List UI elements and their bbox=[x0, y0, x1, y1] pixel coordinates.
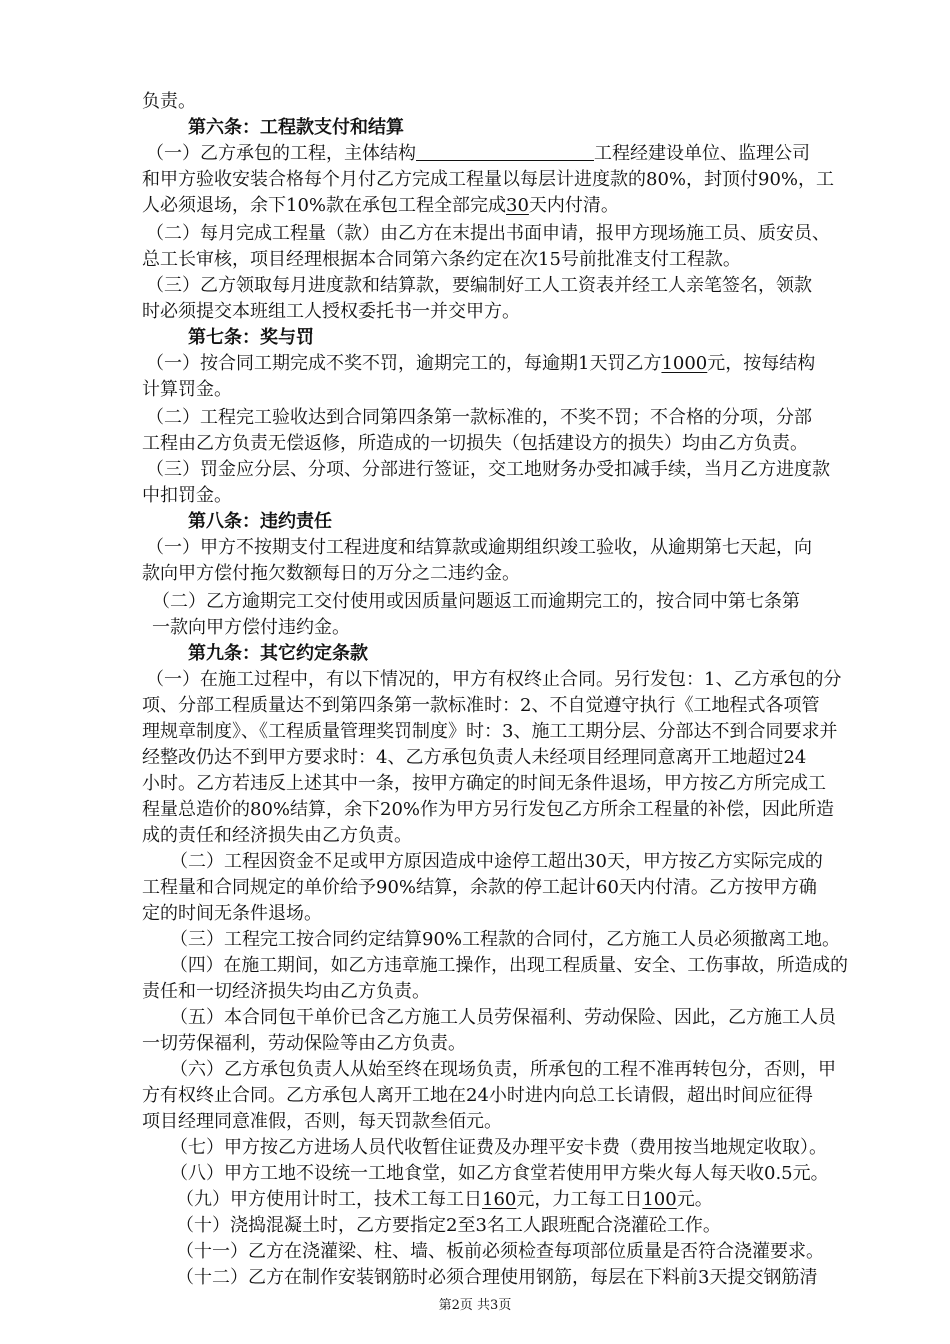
text-line: （一）甲方不按期支付工程进度和结算款或逾期组织竣工验收，从逾期第七天起，向 bbox=[146, 537, 812, 558]
text-line: 成的责任和经济损失由乙方负责。 bbox=[142, 825, 412, 846]
text-line: （二）工程完工验收达到合同第四条第一款标准的，不奖不罚；不合格的分项，分部 bbox=[146, 407, 812, 428]
text-line: 方有权终止合同。乙方承包人离开工地在24小时进内向总工长请假，超出时间应征得 bbox=[142, 1085, 813, 1106]
text-line: 工程由乙方负责无偿返修，所造成的一切损失（包括建设方的损失）均由乙方负责。 bbox=[142, 433, 808, 454]
text-line: 中扣罚金。 bbox=[142, 485, 232, 506]
text-line: （一）按合同工期完成不奖不罚，逾期完工的，每逾期1天罚乙方1000元，按每结构 bbox=[146, 353, 816, 374]
text-line: 一款向甲方偿付违约金。 bbox=[152, 617, 350, 638]
section-heading-8: 第八条：违约责任 bbox=[188, 511, 332, 532]
text-line: 经整改仍达不到甲方要求时：4、乙方承包负责人未经项目经理同意离开工地超过24 bbox=[142, 747, 807, 768]
underlined-value: 30 bbox=[506, 195, 529, 216]
text-line: （二）乙方逾期完工交付使用或因质量问题返工而逾期完工的，按合同中第七条第 bbox=[152, 591, 800, 612]
text-line: 和甲方验收安装合格每个月付乙方完成工程量以每层计进度款的80%，封顶付90%，工 bbox=[142, 169, 835, 190]
text-line: 定的时间无条件退场。 bbox=[142, 903, 322, 924]
text-line: 项、分部工程质量达不到第四条第一款标准时：2、不自觉遵守执行《工地程式各项管 bbox=[142, 695, 820, 716]
text-line: 理规章制度》、《工程质量管理奖罚制度》时：3、施工工期分层、分部达不到合同要求并 bbox=[142, 721, 838, 742]
text-line: 款向甲方偿付拖欠数额每日的万分之二违约金。 bbox=[142, 563, 520, 584]
underlined-value: 100 bbox=[642, 1189, 677, 1210]
text-line: （七）甲方按乙方进场人员代收暂住证费及办理平安卡费（费用按当地规定收取）。 bbox=[170, 1137, 827, 1158]
text-line: （二）工程因资金不足或甲方原因造成中途停工超出30天，甲方按乙方实际完成的 bbox=[170, 851, 823, 872]
text-line: 程量总造价的80%结算，余下20%作为甲方另行发包乙方所余工程量的补偿，因此所造 bbox=[142, 799, 835, 820]
page-footer: 第2页 共3页 bbox=[438, 1298, 512, 1313]
text-line: （十）浇捣混凝土时，乙方要指定2至3名工人跟班配合浇灌砼工作。 bbox=[176, 1215, 721, 1236]
text-line: 一切劳保福利，劳动保险等由乙方负责。 bbox=[142, 1033, 466, 1054]
text-line: （三）工程完工按合同约定结算90%工程款的合同付，乙方施工人员必须撤离工地。 bbox=[170, 929, 841, 950]
blank-fill-line bbox=[416, 140, 594, 161]
section-heading-6: 第六条：工程款支付和结算 bbox=[188, 117, 404, 138]
text-line: 小时。乙方若违反上述其中一条，按甲方确定的时间无条件退场，甲方按乙方所完成工 bbox=[142, 773, 826, 794]
text-line: 责任和一切经济损失均由乙方负责。 bbox=[142, 981, 430, 1002]
text-line: 工程量和合同规定的单价给予90%结算，余款的停工起计60天内付清。乙方按甲方确 bbox=[142, 877, 817, 898]
text-line: （十二）乙方在制作安装钢筋时必须合理使用钢筋，每层在下料前3天提交钢筋清 bbox=[176, 1267, 818, 1288]
text-line: （三）罚金应分层、分项、分部进行签证，交工地财务办受扣减手续，当月乙方进度款 bbox=[146, 459, 830, 480]
text-line: （五）本合同包干单价已含乙方施工人员劳保福利、劳动保险、因此，乙方施工人员 bbox=[170, 1007, 836, 1028]
underlined-value: 1000 bbox=[661, 353, 708, 374]
section-heading-9: 第九条：其它约定条款 bbox=[188, 643, 368, 664]
text-line: 时必须提交本班组工人授权委托书一并交甲方。 bbox=[142, 301, 520, 322]
text-line: （三）乙方领取每月进度款和结算款，要编制好工人工资表并经工人亲笔签名，领款 bbox=[146, 275, 812, 296]
text-line: （八）甲方工地不设统一工地食堂，如乙方食堂若使用甲方柴火每人每天收0.5元。 bbox=[170, 1163, 829, 1184]
text-line: 负责。 bbox=[142, 91, 196, 112]
text-line: （一）乙方承包的工程，主体结构 工程经建设单位、监理公司 bbox=[146, 140, 810, 168]
text-line: 计算罚金。 bbox=[142, 379, 232, 400]
underlined-value: 160 bbox=[482, 1189, 517, 1210]
text-line: 总工长审核，项目经理根据本合同第六条约定在次15号前批准支付工程款。 bbox=[142, 249, 741, 270]
text-line: （二）每月完成工程量（款）由乙方在末提出书面申请，报甲方现场施工员、质安员、 bbox=[146, 223, 830, 244]
text-line: （四）在施工期间，如乙方违章施工操作，出现工程质量、安全、工伤事故，所造成的 bbox=[170, 955, 848, 976]
text-line: （一）在施工过程中，有以下情况的，甲方有权终止合同。另行发包：1、乙方承包的分 bbox=[146, 669, 842, 690]
text-line: （十一）乙方在浇灌梁、柱、墙、板前必须检查每项部位质量是否符合浇灌要求。 bbox=[176, 1241, 824, 1262]
text-line: 人必须退场，余下10%款在承包工程全部完成30天内付清。 bbox=[142, 195, 619, 216]
text-line: 项目经理同意准假，否则，每天罚款叁佰元。 bbox=[142, 1111, 502, 1132]
text-line: （六）乙方承包负责人从始至终在现场负责，所承包的工程不准再转包分，否则，甲 bbox=[170, 1059, 836, 1080]
text-line: （九）甲方使用计时工，技术工每工日160元，力工每工日100元。 bbox=[176, 1189, 713, 1210]
section-heading-7: 第七条：奖与罚 bbox=[188, 327, 314, 348]
